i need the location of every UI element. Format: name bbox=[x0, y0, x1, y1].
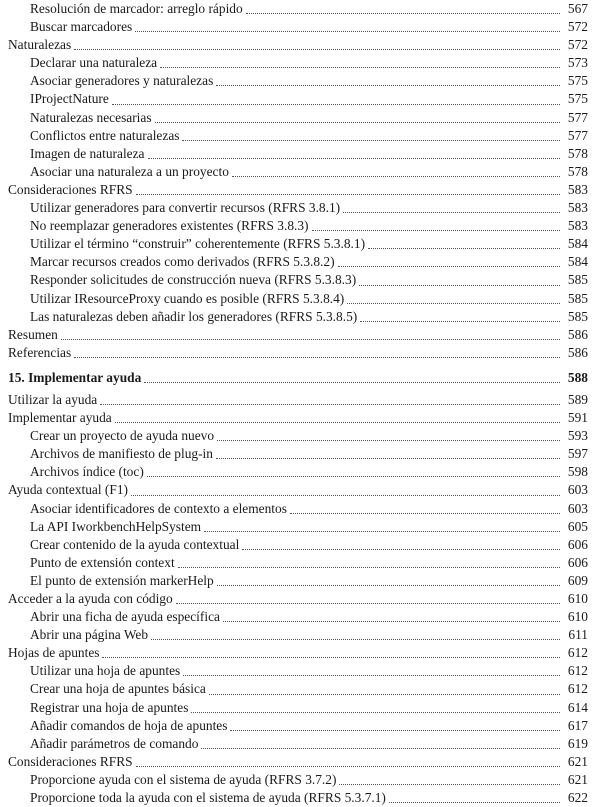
dot-leader bbox=[148, 158, 561, 159]
toc-page-number: 621 bbox=[567, 753, 588, 769]
dot-leader bbox=[246, 13, 560, 14]
toc-entry bbox=[8, 54, 588, 72]
toc-entry-title: Registrar una hoja de apuntes bbox=[30, 699, 189, 715]
dot-leader bbox=[232, 176, 560, 177]
dot-leader bbox=[217, 585, 560, 586]
toc-entry bbox=[8, 500, 588, 518]
dot-leader bbox=[178, 567, 560, 568]
toc-entry bbox=[8, 344, 588, 362]
toc-entry-title: Hojas de apuntes bbox=[8, 645, 100, 661]
dot-leader bbox=[160, 67, 560, 68]
toc-entry bbox=[8, 409, 588, 427]
dot-leader bbox=[183, 675, 560, 676]
dot-leader bbox=[102, 657, 560, 658]
toc-page-number: 577 bbox=[567, 127, 588, 143]
dot-leader bbox=[112, 104, 560, 105]
toc-page-number: 585 bbox=[567, 290, 588, 306]
toc-entry-title: Utilizar el término “construir” coherentemente (RFRS 5.3.8.1) bbox=[30, 236, 366, 252]
toc-entry bbox=[8, 0, 588, 18]
toc-entry-title: 15. Implementar ayuda bbox=[8, 369, 142, 385]
toc-entry bbox=[8, 391, 588, 409]
toc-entry bbox=[8, 326, 588, 344]
toc-page-number: 578 bbox=[567, 145, 588, 161]
toc-entry-title: Naturalezas bbox=[8, 37, 72, 53]
toc-entry bbox=[8, 308, 588, 326]
chapter-heading-row bbox=[8, 369, 588, 387]
toc-entry-title: Utilizar la ayuda bbox=[8, 391, 98, 407]
dot-leader bbox=[135, 31, 560, 32]
dot-leader bbox=[61, 339, 560, 340]
toc-page-number: 603 bbox=[567, 482, 588, 498]
toc-entry-title: Archivos índice (toc) bbox=[30, 464, 144, 480]
toc-entry-title: Utilizar una hoja de apuntes bbox=[30, 663, 181, 679]
toc-entry-title: Responder solicitudes de construcción nueva (RFRS 5.3.8.3) bbox=[30, 272, 357, 288]
toc-entry bbox=[8, 199, 588, 217]
dot-leader bbox=[223, 621, 560, 622]
dot-leader bbox=[136, 194, 560, 195]
toc-page-number: 611 bbox=[568, 627, 588, 643]
dot-leader bbox=[151, 639, 560, 640]
toc-page-number: 577 bbox=[567, 109, 588, 125]
toc-entry bbox=[8, 163, 588, 181]
dot-leader bbox=[217, 440, 560, 441]
dot-leader bbox=[368, 248, 560, 249]
toc-entry-title: Crear una hoja de apuntes básica bbox=[30, 681, 206, 697]
dot-leader bbox=[209, 694, 560, 695]
toc-entry bbox=[8, 36, 588, 54]
toc-entry bbox=[8, 72, 588, 90]
dot-leader bbox=[216, 458, 560, 459]
dot-leader bbox=[343, 212, 560, 213]
toc-page-number: 578 bbox=[567, 163, 588, 179]
dot-leader bbox=[131, 495, 560, 496]
dot-leader bbox=[74, 357, 560, 358]
toc-page-number: 575 bbox=[567, 91, 588, 107]
toc-entry bbox=[8, 626, 588, 644]
toc-page-number: 572 bbox=[567, 37, 588, 53]
toc-entry bbox=[8, 235, 588, 253]
toc-page-number: 586 bbox=[567, 344, 588, 360]
toc-entry-title: Consideraciones RFRS bbox=[8, 753, 133, 769]
toc-entry-title: Resumen bbox=[8, 326, 58, 342]
toc-page-number: 610 bbox=[567, 591, 588, 606]
toc-page-number: 598 bbox=[567, 464, 588, 480]
dot-leader bbox=[191, 712, 560, 713]
toc-entry-title: Utilizar IResourceProxy cuando es posible (RFRS 5.3.8.4) bbox=[30, 290, 345, 306]
toc-page-number: 610 bbox=[567, 609, 588, 625]
toc-page-number: 591 bbox=[567, 410, 588, 426]
dot-leader bbox=[201, 748, 560, 749]
toc-entry bbox=[8, 145, 588, 163]
dot-leader bbox=[290, 513, 560, 514]
toc-entry-title: Las naturalezas deben añadir los generadores (RFRS 5.3.8.5) bbox=[30, 308, 358, 324]
toc-entry bbox=[8, 717, 588, 735]
toc-page-number: 605 bbox=[567, 518, 588, 534]
toc-entry-title: Archivos de manifiesto de plug-in bbox=[30, 446, 213, 462]
dot-leader bbox=[74, 49, 560, 50]
toc-page-number: 614 bbox=[567, 699, 588, 715]
toc-entry bbox=[8, 109, 588, 127]
toc-page-number: 612 bbox=[567, 663, 588, 679]
toc-page-number: 585 bbox=[567, 272, 588, 288]
dot-leader bbox=[182, 140, 560, 141]
toc-entry bbox=[8, 253, 588, 271]
toc-entry-title: IProjectNature bbox=[30, 91, 109, 107]
toc-page-number: 606 bbox=[567, 554, 588, 570]
toc-entry-title: Imagen de naturaleza bbox=[30, 145, 145, 161]
toc-entry bbox=[8, 290, 588, 308]
toc-entry bbox=[8, 662, 588, 680]
toc-entry-title: Marcar recursos creados como derivados (RFRS 5.3.8.2) bbox=[30, 254, 335, 270]
toc-page-number: 575 bbox=[567, 73, 588, 89]
toc-entry-title: No reemplazar generadores existentes (RFRS 3.8.3) bbox=[30, 218, 309, 234]
toc-page-number: 573 bbox=[567, 55, 588, 71]
toc-entry bbox=[8, 127, 588, 145]
toc-entry bbox=[8, 445, 588, 463]
toc-page-number: 609 bbox=[567, 572, 588, 588]
dot-leader bbox=[359, 285, 560, 286]
toc-entry bbox=[8, 789, 588, 807]
toc-entry-title: Acceder a la ayuda con código bbox=[8, 591, 173, 606]
toc-entry bbox=[8, 463, 588, 481]
table-of-contents bbox=[8, 0, 588, 807]
dot-leader bbox=[230, 730, 560, 731]
toc-page-number: 597 bbox=[567, 446, 588, 462]
toc-page-number: 617 bbox=[567, 717, 588, 733]
dot-leader bbox=[136, 766, 560, 767]
toc-entry bbox=[8, 590, 588, 608]
toc-entry bbox=[8, 18, 588, 36]
dot-leader bbox=[100, 404, 560, 405]
toc-entry bbox=[8, 217, 588, 235]
toc-entry-title: Ayuda contextual (F1) bbox=[8, 482, 128, 498]
dot-leader bbox=[338, 266, 560, 267]
toc-entry-title: Punto de extensión context bbox=[30, 554, 175, 570]
toc-entry bbox=[8, 536, 588, 554]
toc-page-number: 583 bbox=[567, 218, 588, 234]
toc-entry bbox=[8, 271, 588, 289]
toc-entry-title: Proporcione toda la ayuda con el sistema de ayuda (RFRS 5.3.7.1) bbox=[30, 790, 386, 806]
toc-entry bbox=[8, 427, 588, 445]
toc-page-number: 585 bbox=[567, 308, 588, 324]
toc-entry bbox=[8, 608, 588, 626]
toc-page-number: 622 bbox=[567, 790, 588, 806]
dot-leader bbox=[360, 321, 560, 322]
toc-entry-title: El punto de extensión markerHelp bbox=[30, 572, 214, 588]
dot-leader bbox=[147, 476, 560, 477]
dot-leader bbox=[389, 802, 560, 803]
dot-leader bbox=[312, 230, 560, 231]
toc-entry bbox=[8, 699, 588, 717]
toc-entry-title: Implementar ayuda bbox=[8, 410, 112, 426]
toc-page-number: 619 bbox=[567, 735, 588, 751]
toc-page-number: 612 bbox=[567, 681, 588, 697]
dot-leader bbox=[144, 382, 560, 383]
toc-entry-title: Asociar generadores y naturalezas bbox=[30, 73, 214, 89]
toc-page-number: 589 bbox=[567, 391, 588, 407]
toc-page-number: 586 bbox=[567, 326, 588, 342]
dot-leader bbox=[204, 531, 560, 532]
toc-entry bbox=[8, 771, 588, 789]
toc-entry bbox=[8, 644, 588, 662]
dot-leader bbox=[242, 549, 560, 550]
toc-page-number: 583 bbox=[567, 181, 588, 197]
toc-entry-title: Naturalezas necesarias bbox=[30, 109, 152, 125]
toc-entry-title: Asociar identificadores de contexto a elementos bbox=[30, 500, 287, 516]
toc-entry-title: Declarar una naturaleza bbox=[30, 55, 158, 71]
toc-entry bbox=[8, 518, 588, 536]
toc-page-number: 584 bbox=[567, 254, 588, 270]
toc-entry bbox=[8, 481, 588, 499]
toc-entry-title: Utilizar generadores para convertir recursos (RFRS 3.8.1) bbox=[30, 200, 341, 216]
toc-entry-title: Abrir una página Web bbox=[30, 627, 149, 643]
toc-entry bbox=[8, 90, 588, 108]
toc-page-number: 593 bbox=[567, 428, 588, 444]
dot-leader bbox=[347, 303, 560, 304]
toc-entry-title: Añadir parámetros de comando bbox=[30, 735, 199, 751]
dot-leader bbox=[115, 422, 560, 423]
toc-page-number: 584 bbox=[567, 236, 588, 252]
dot-leader bbox=[216, 85, 560, 86]
dot-leader bbox=[339, 784, 560, 785]
dot-leader bbox=[155, 122, 560, 123]
toc-entry-title: Asociar una naturaleza a un proyecto bbox=[30, 163, 229, 179]
toc-entry-title: Buscar marcadores bbox=[30, 19, 133, 35]
toc-entry-title: La API IworkbenchHelpSystem bbox=[30, 518, 202, 534]
toc-page-number: 606 bbox=[567, 536, 588, 552]
toc-entry-title: Conflictos entre naturalezas bbox=[30, 127, 180, 143]
toc-page-number: 588 bbox=[567, 369, 588, 385]
toc-entry-title: Añadir comandos de hoja de apuntes bbox=[30, 717, 228, 733]
toc-entry bbox=[8, 572, 588, 590]
toc-entry bbox=[8, 554, 588, 572]
dot-leader bbox=[176, 603, 560, 604]
toc-page-number: 567 bbox=[567, 1, 588, 16]
toc-page-number: 603 bbox=[567, 500, 588, 516]
toc-entry-title: Resolución de marcador: arreglo rápido bbox=[30, 1, 243, 16]
toc-entry bbox=[8, 753, 588, 771]
toc-entry bbox=[8, 680, 588, 698]
toc-entry-title: Crear un proyecto de ayuda nuevo bbox=[30, 428, 215, 444]
toc-entry-title: Abrir una ficha de ayuda específica bbox=[30, 609, 220, 625]
toc-entry-title: Crear contenido de la ayuda contextual bbox=[30, 536, 240, 552]
toc-page-number: 572 bbox=[567, 19, 588, 35]
toc-page-number: 621 bbox=[567, 771, 588, 787]
toc-entry-title: Proporcione ayuda con el sistema de ayuda (RFRS 3.7.2) bbox=[30, 771, 337, 787]
toc-entry-title: Referencias bbox=[8, 344, 72, 360]
toc-entry bbox=[8, 735, 588, 753]
toc-entry-title: Consideraciones RFRS bbox=[8, 181, 133, 197]
toc-page-number: 583 bbox=[567, 200, 588, 216]
toc-entry bbox=[8, 181, 588, 199]
toc-page-number: 612 bbox=[567, 645, 588, 661]
